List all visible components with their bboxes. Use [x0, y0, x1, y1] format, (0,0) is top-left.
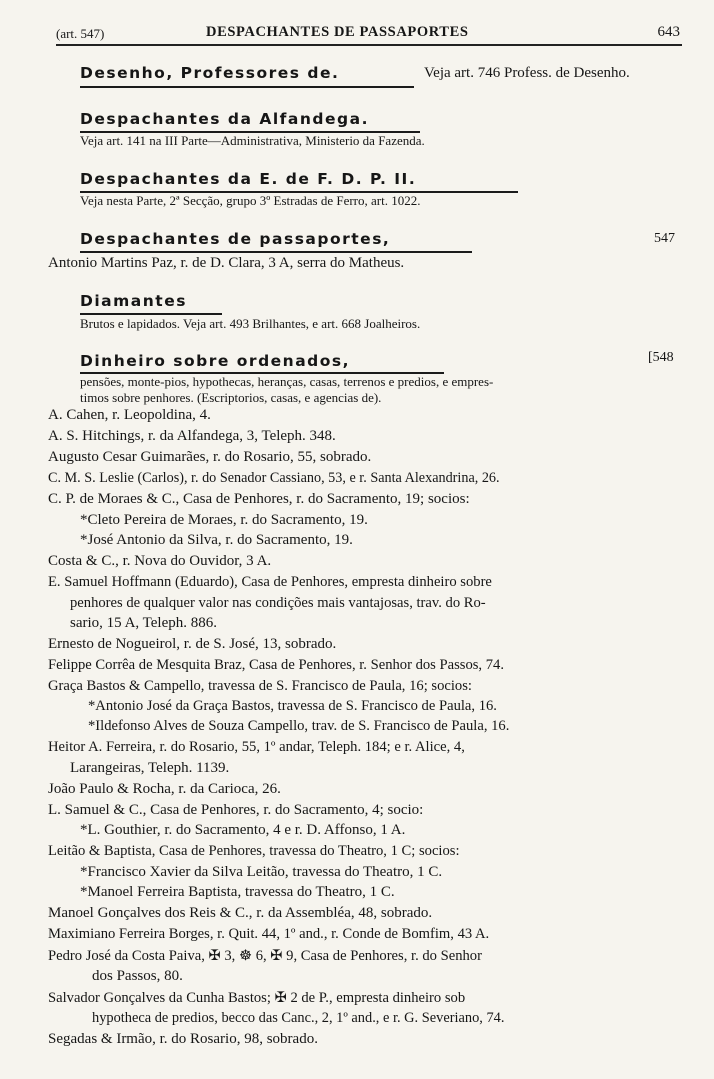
header-title: DESPACHANTES DE PASSAPORTES: [206, 24, 469, 40]
section-title-alfandega: Despachantes da Alfandega.: [80, 110, 369, 128]
list-item: *José Antonio da Silva, r. do Sacramento, 19.: [80, 532, 353, 548]
page-header: [56, 22, 684, 46]
list-item: C. M. S. Leslie (Carlos), r. do Senador Cassiano, 53, e r. Santa Alexandrina, 26.: [48, 470, 500, 486]
list-item: E. Samuel Hoffmann (Eduardo), Casa de Penhores, empresta dinheiro sobre: [48, 574, 492, 590]
section-intro-line-1: pensões, monte-pios, hypothecas, heranças, casas, terrenos e predios, e empres-: [80, 374, 494, 389]
header-article-ref: (art. 547): [56, 26, 105, 41]
list-item: Heitor A. Ferreira, r. do Rosario, 55, 1º andar, Teleph. 184; e r. Alice, 4,: [48, 739, 465, 755]
entry-passaportes: Antonio Martins Paz, r. de D. Clara, 3 A, serra do Matheus.: [48, 255, 405, 271]
section-title-diamantes: Diamantes: [80, 292, 187, 310]
list-item: A. Cahen, r. Leopoldina, 4.: [48, 407, 211, 423]
list-item: Ernesto de Nogueirol, r. de S. José, 13, sobrado.: [48, 636, 337, 652]
list-item: Segadas & Irmão, r. do Rosario, 98, sobrado.: [48, 1031, 318, 1047]
list-item: João Paulo & Rocha, r. da Carioca, 26.: [48, 781, 281, 797]
list-item: Larangeiras, Teleph. 1139.: [70, 760, 230, 776]
list-item: penhores de qualquer valor nas condições mais vantajosas, trav. do Ro-: [70, 595, 486, 611]
list-item: Graça Bastos & Campello, travessa de S. Francisco de Paula, 16; socios:: [48, 678, 472, 694]
section-title-dinheiro: Dinheiro sobre ordenados,: [80, 352, 351, 370]
section-ref-passaportes: 547: [654, 231, 675, 246]
section-rule: [80, 313, 222, 315]
list-item: *Manoel Ferreira Baptista, travessa do Theatro, 1 C.: [80, 884, 395, 900]
list-item: Manoel Gonçalves dos Reis & C., r. da Assembléa, 48, sobrado.: [48, 905, 433, 921]
page-number: 643: [657, 24, 680, 40]
list-item: sario, 15 A, Teleph. 886.: [70, 615, 217, 631]
list-item: *Cleto Pereira de Moraes, r. do Sacramento, 19.: [80, 512, 368, 528]
section-note-desenho: Veja art. 746 Profess. de Desenho.: [424, 65, 630, 81]
list-item: *Francisco Xavier da Silva Leitão, travessa do Theatro, 1 C.: [80, 864, 443, 880]
list-item: C. P. de Moraes & C., Casa de Penhores, r. do Sacramento, 19; socios:: [48, 491, 470, 507]
list-item: hypotheca de predios, becco das Canc., 2, 1º and., e r. G. Severiano, 74.: [92, 1010, 505, 1026]
section-note-alfandega: Veja art. 141 na III Parte—Administrativa, Ministerio da Fazenda.: [80, 133, 425, 148]
section-note-diamantes: Brutos e lapidados. Veja art. 493 Brilhantes, e art. 668 Joalheiros.: [80, 316, 421, 331]
list-item: *L. Gouthier, r. do Sacramento, 4 e r. D. Affonso, 1 A.: [80, 822, 406, 838]
list-item: Maximiano Ferreira Borges, r. Quit. 44, 1º and., r. Conde de Bomfim, 43 A.: [48, 926, 490, 942]
section-ref-dinheiro: [548: [648, 350, 674, 365]
section-rule: [80, 86, 414, 88]
section-title-passaportes: Despachantes de passaportes,: [80, 230, 391, 248]
list-item: A. S. Hitchings, r. da Alfandega, 3, Teleph. 348.: [48, 428, 336, 444]
list-item: Pedro José da Costa Paiva, ✠ 3, ☸ 6, ✠ 9, Casa de Penhores, r. do Senhor: [48, 948, 482, 964]
list-item: Leitão & Baptista, Casa de Penhores, travessa do Theatro, 1 C; socios:: [48, 843, 460, 859]
section-title-estrada: Despachantes da E. de F. D. P. II.: [80, 170, 417, 188]
list-item: Felippe Corrêa de Mesquita Braz, Casa de Penhores, r. Senhor dos Passos, 74.: [48, 657, 504, 673]
list-item: L. Samuel & C., Casa de Penhores, r. do Sacramento, 4; socio:: [48, 802, 424, 818]
section-note-estrada: Veja nesta Parte, 2ª Secção, grupo 3º Estradas de Ferro, art. 1022.: [80, 193, 421, 208]
section-rule: [80, 251, 472, 253]
section-title-desenho: Desenho, Professores de.: [80, 64, 340, 82]
header-rule: [56, 44, 682, 46]
section-intro-line-2: timos sobre penhores. (Escriptorios, casas, e agencias de).: [80, 390, 382, 405]
list-item: *Ildefonso Alves de Souza Campello, trav. de S. Francisco de Paula, 16.: [88, 718, 510, 734]
list-item: dos Passos, 80.: [92, 968, 183, 984]
list-item: Costa & C., r. Nova do Ouvidor, 3 A.: [48, 553, 272, 569]
list-item: Augusto Cesar Guimarães, r. do Rosario, 55, sobrado.: [48, 449, 372, 465]
list-item: *Antonio José da Graça Bastos, travessa de S. Francisco de Paula, 16.: [88, 698, 497, 714]
list-item: Salvador Gonçalves da Cunha Bastos; ✠ 2 de P., empresta dinheiro sob: [48, 990, 466, 1006]
